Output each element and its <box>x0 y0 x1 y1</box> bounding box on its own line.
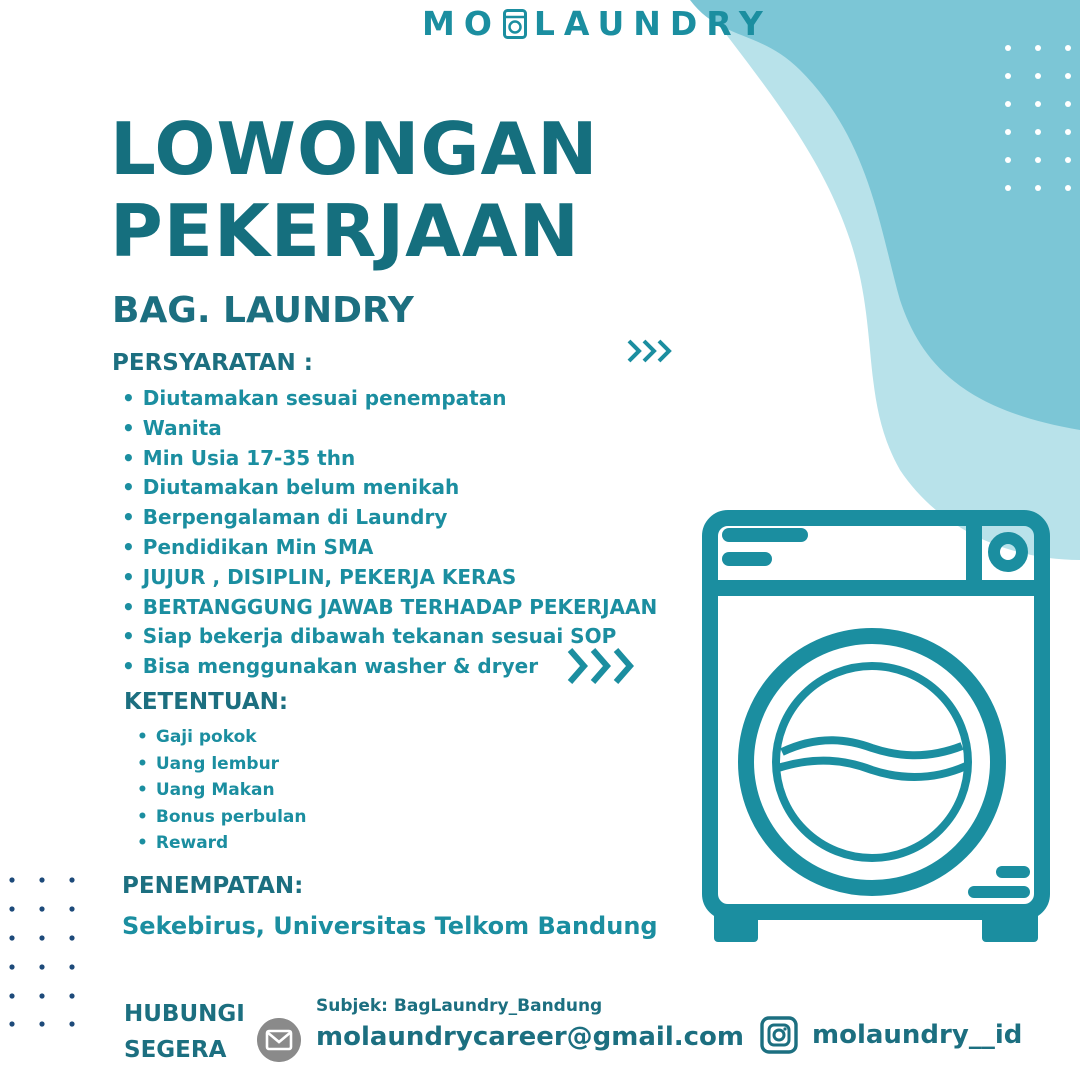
instagram-icon <box>760 1016 798 1054</box>
arrows-decoration-large <box>566 646 644 686</box>
washing-machine-logo-icon <box>503 9 527 39</box>
page-title <box>110 108 598 272</box>
list-item: • Uang lembur <box>137 751 307 778</box>
list-item: • Bonus perbulan <box>137 804 307 831</box>
instagram-handle[interactable]: molaundry__id <box>812 1020 1023 1050</box>
email-address[interactable]: molaundrycareer@gmail.com <box>316 1022 744 1052</box>
list-item: • Diutamakan sesuai penempatan <box>122 384 657 414</box>
list-item: • BERTANGGUNG JAWAB TERHADAP PEKERJAAN <box>122 593 657 623</box>
terms-list <box>137 724 307 857</box>
requirements-heading: PERSYARATAN : <box>112 350 313 376</box>
placement-value: Sekebirus, Universitas Telkom Bandung <box>122 912 658 940</box>
washing-machine-icon <box>700 508 1052 944</box>
brand-logo <box>422 2 772 43</box>
list-item: • Gaji pokok <box>137 724 307 751</box>
brand-logo-left: MO <box>422 4 501 43</box>
brand-logo-right: LAUNDRY <box>533 4 772 43</box>
list-item: • Bisa menggunakan washer & dryer <box>122 652 657 682</box>
list-item: • Min Usia 17-35 thn <box>122 444 657 474</box>
dots-decoration-bottom-left <box>4 872 84 1032</box>
title-line-1: LOWONGAN <box>110 107 599 191</box>
email-subject: Subjek: BagLaundry_Bandung <box>316 996 603 1016</box>
dots-decoration-top-right <box>1000 40 1080 200</box>
requirements-list <box>122 384 657 682</box>
list-item: • Wanita <box>122 414 657 444</box>
arrows-decoration-small <box>626 338 678 364</box>
list-item: • JUJUR , DISIPLIN, PEKERJA KERAS <box>122 563 657 593</box>
placement-heading: PENEMPATAN: <box>122 873 304 899</box>
list-item: • Diutamakan belum menikah <box>122 473 657 503</box>
terms-heading: KETENTUAN: <box>124 689 289 715</box>
mail-icon <box>257 1018 301 1062</box>
list-item: • Uang Makan <box>137 777 307 804</box>
contact-heading-line-2: SEGERA <box>124 1037 227 1063</box>
list-item: • Reward <box>137 830 307 857</box>
list-item: • Pendidikan Min SMA <box>122 533 657 563</box>
title-line-2: PEKERJAAN <box>110 189 580 273</box>
contact-heading <box>124 996 245 1068</box>
contact-heading-line-1: HUBUNGI <box>124 1001 245 1027</box>
page-subtitle: BAG. LAUNDRY <box>112 290 414 331</box>
list-item: • Berpengalaman di Laundry <box>122 503 657 533</box>
list-item: • Siap bekerja dibawah tekanan sesuai SOP <box>122 622 657 652</box>
